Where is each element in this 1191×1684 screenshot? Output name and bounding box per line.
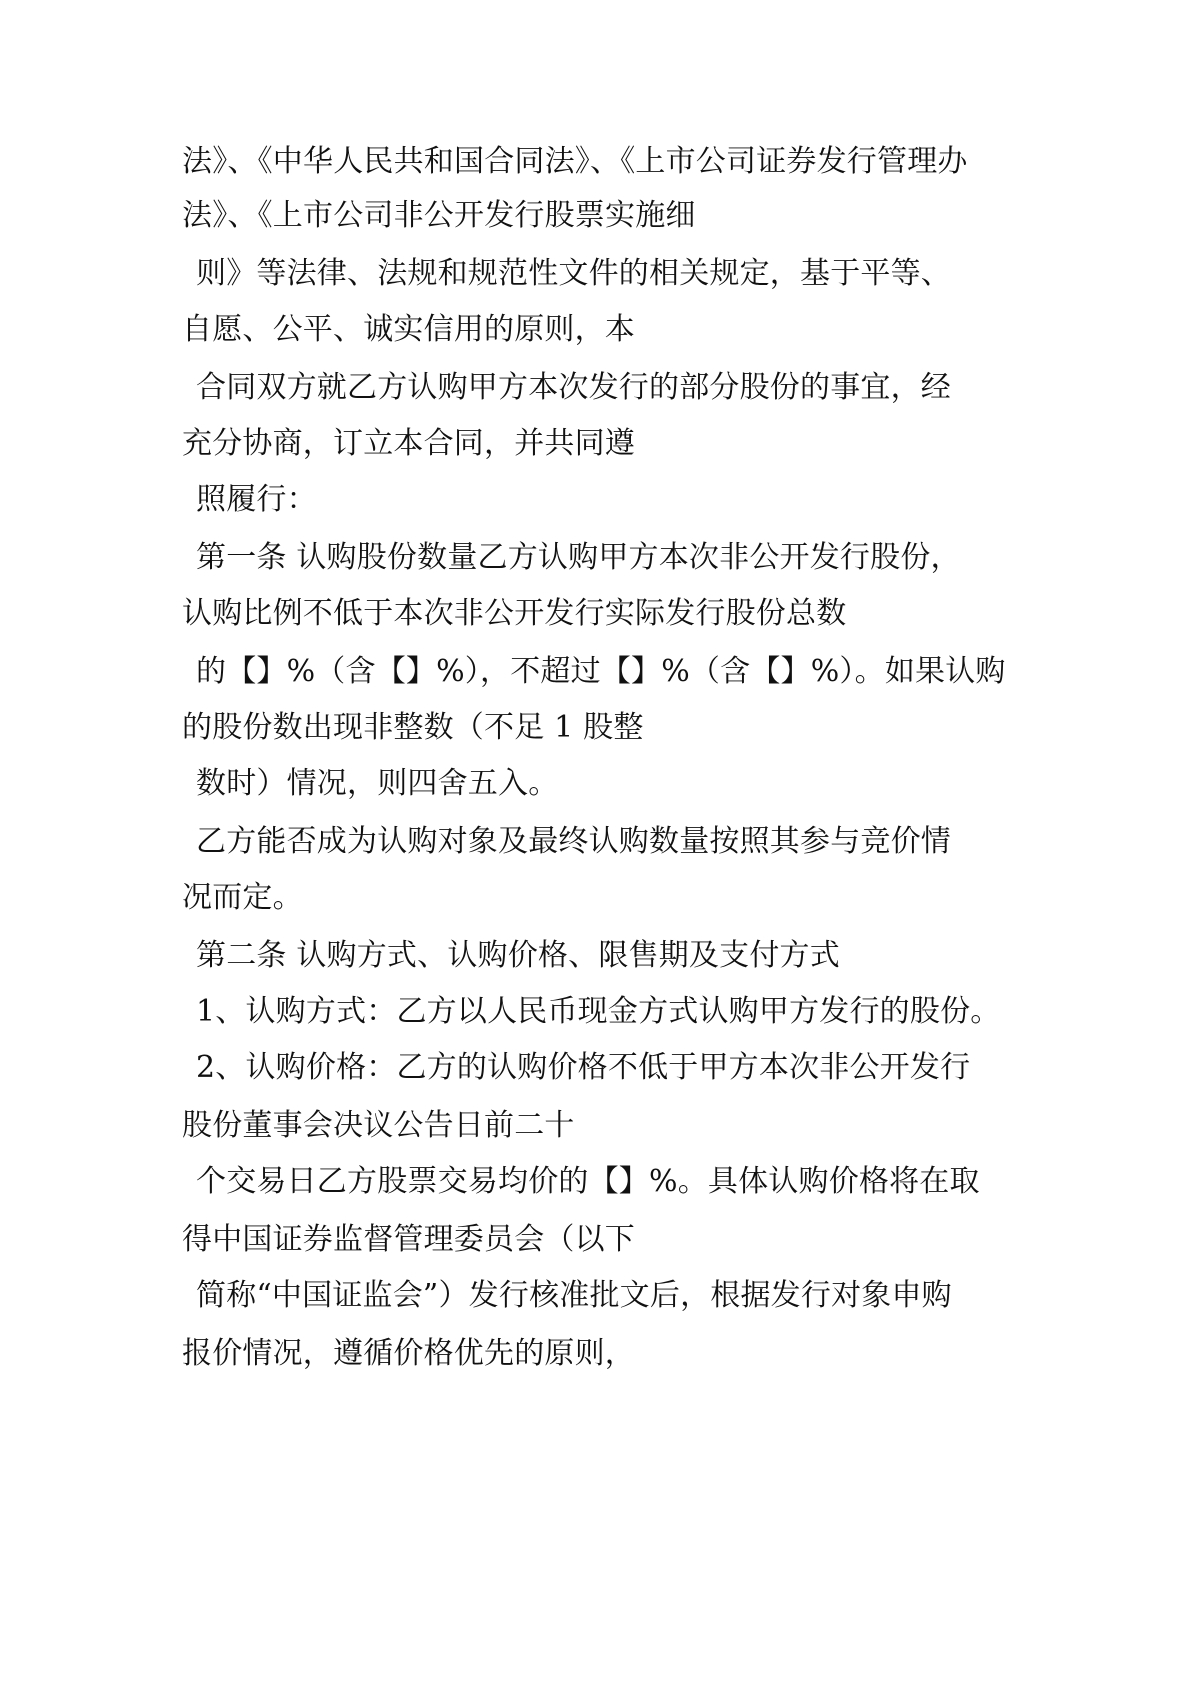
text-line: 股份董事会决议公告日前二十 xyxy=(182,1108,575,1143)
text-line: 法》、《上市公司非公开发行股票实施细 xyxy=(182,198,696,233)
text-line: 个交易日乙方股票交易均价的【】%。具体认购价格将在取 xyxy=(196,1164,980,1199)
text-line: 法》、《中华人民共和国合同法》、《上市公司证券发行管理办 xyxy=(182,144,968,179)
section-heading: 第二条 认购方式、认购价格、限售期及支付方式 xyxy=(196,938,840,973)
text-line: 照履行： xyxy=(196,482,317,517)
text-line: 认购比例不低于本次非公开发行实际发行股份总数 xyxy=(182,596,847,631)
text-line: 充分协商，订立本合同，并共同遵 xyxy=(182,426,635,461)
text-line: 自愿、公平、诚实信用的原则，本 xyxy=(182,312,635,347)
text-line: 的股份数出现非整数（不足 1 股整 xyxy=(182,710,644,745)
text-line: 乙方能否成为认购对象及最终认购数量按照其参与竞价情 xyxy=(196,824,951,859)
text-line: 则》等法律、法规和规范性文件的相关规定，基于平等、 xyxy=(196,256,951,291)
text-line: 况而定。 xyxy=(182,880,303,915)
section-heading: 第一条 认购股份数量乙方认购甲方本次非公开发行股份， xyxy=(196,540,961,575)
text-line: 2、认购价格：乙方的认购价格不低于甲方本次非公开发行 xyxy=(196,1050,971,1085)
text-line: 数时）情况，则四舍五入。 xyxy=(196,766,559,801)
text-line: 合同双方就乙方认购甲方本次发行的部分股份的事宜，经 xyxy=(196,370,951,405)
text-line: 的【】%（含【】%），不超过【】%（含【】%）。如果认购 xyxy=(196,654,1006,689)
text-line: 得中国证券监督管理委员会（以下 xyxy=(182,1222,635,1257)
text-line: 报价情况，遵循价格优先的原则， xyxy=(182,1336,635,1371)
text-line: 简称“中国证监会”）发行核准批文后，根据发行对象申购 xyxy=(196,1278,952,1313)
text-line: 1、认购方式：乙方以人民币现金方式认购甲方发行的股份。 xyxy=(196,994,1001,1029)
